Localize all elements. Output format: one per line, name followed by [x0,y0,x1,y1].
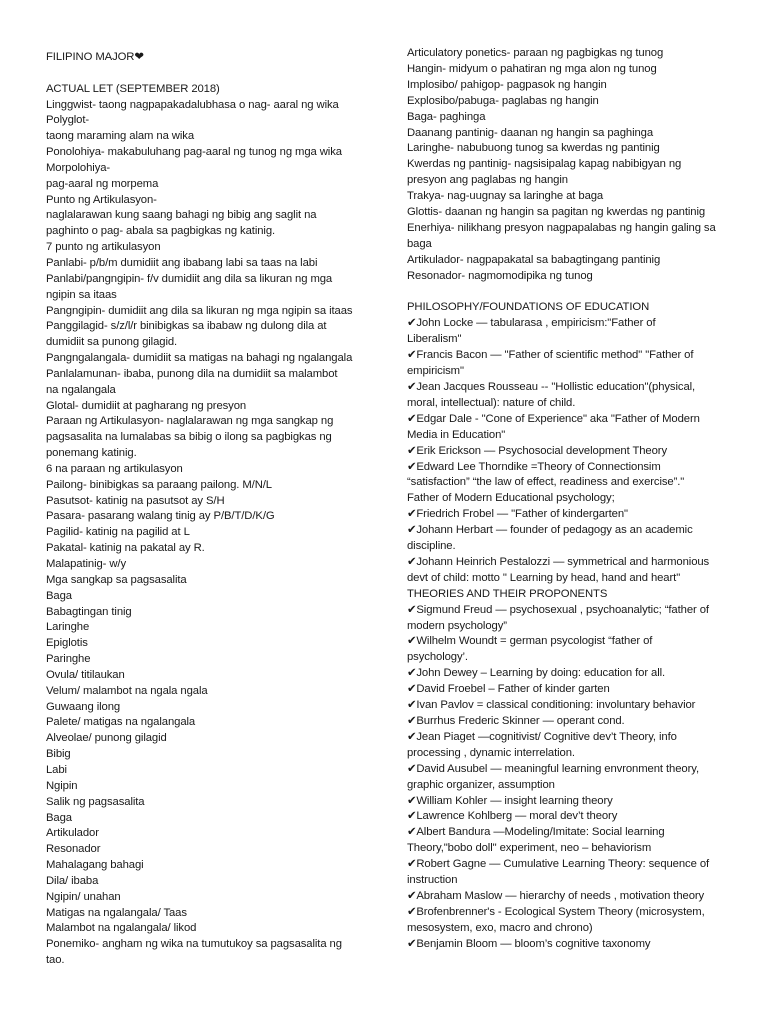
text-line: ✔Jean Piaget —cognitivist/ Cognitive dev’t Theory, info [407,730,677,743]
text-line: Ponemiko- angham ng wika na tumutukoy sa pagsasalita ng [46,938,342,951]
text-line: Implosibo/ pahigop- pagpasok ng hangin [407,78,607,91]
text-line: ✔Wilhelm Woundt = german psycologist “father of [407,635,653,648]
right-lines-education [407,300,725,952]
text-line: Alveolae/ punong gilagid [46,732,167,745]
text-line: Baga- paghinga [407,110,486,123]
text-line: Daanang pantinig- daanan ng hangin sa paghinga [407,126,654,139]
text-line: discipline. [407,540,456,553]
text-line: Epiglotis [46,637,88,650]
text-line: ✔David Ausubel — meaningful learning envronment theory, [407,762,699,775]
right-lines-phonetics [407,46,725,285]
text-line: ✔William Kohler — insight learning theory [407,794,613,807]
text-line: ✔Burrhus Frederic Skinner — operant cond. [407,715,625,727]
text-line: Baga [46,811,72,824]
text-line: ✔Ivan Pavlov = classical conditioning: involuntary behavior [407,699,696,712]
text-line: Media in Education" [407,428,506,441]
document-subheading: ACTUAL LET (SEPTEMBER 2018) [46,82,220,95]
text-line: Pagilid- katinig na pagilid at L [46,526,190,539]
text-line: Pasutsot- katinig na pasutsot ay S/H [46,494,225,507]
text-line: Panlalamunan- ibaba, punong dila na dumidiit sa malambot [46,367,338,380]
right-column [407,46,725,953]
text-line: ✔Abraham Maslow — hierarchy of needs , motivation theory [407,889,705,902]
text-line: Morpolohiya- [46,161,111,174]
text-line: ✔Johann Heinrich Pestalozzi — symmetrical and harmonious [407,555,710,568]
text-line: ✔Benjamin Bloom — bloom’s cognitive taxonomy [407,937,651,950]
text-line: Glotal- dumidiit at pagharang ng presyon [46,399,247,412]
text-line: Liberalism" [407,333,462,346]
text-line: psychology’. [407,651,468,664]
spacer [407,285,725,301]
text-line: Matigas na ngalangala/ Taas [46,906,187,919]
text-line: ✔Friedrich Frobel — "Father of kindergarten" [407,508,628,521]
text-line: Theory,"bobo doll" experiment, neo – behaviorism [407,842,652,855]
text-line: “satisfaction” “the law of effect, readiness and exercise”." [407,476,685,489]
text-line: ✔Robert Gagne — Cumulative Learning Theory: sequence of [407,858,710,871]
text-line: 7 punto ng artikulasyon [46,241,161,254]
text-line: instruction [407,874,458,887]
text-line: Paraan ng Artikulasyon- naglalarawan ng mga sangkap ng [46,415,334,428]
text-line: graphic organizer, assumption [407,778,555,791]
text-line: Palete/ matigas na ngalangala [46,716,196,729]
text-line: na ngalangala [46,383,116,396]
text-line: ✔Brofenbrenner's - Ecological System Theory (microsystem, [407,905,705,918]
text-line: THEORIES AND THEIR PROPONENTS [407,587,608,600]
text-line: Enerhiya- nilikhang presyon nagpapalabas ng hangin galing sa [407,221,716,234]
text-line: presyon ang paglabas ng hangin [407,174,568,187]
text-line: modern psychology” [407,619,507,632]
document-heading: FILIPINO MAJOR❤ [46,51,144,63]
text-line: Linggwist- taong nagpapakadalubhasa o nag- aaral ng wika [46,98,339,111]
text-line: Babagtingan tinig [46,605,132,618]
text-line: Paringhe [46,653,91,666]
text-line: ngipin sa itaas [46,288,117,301]
text-line: ✔David Froebel – Father of kinder garten [407,683,610,696]
text-line: ✔Edward Lee Thorndike =Theory of Connectionsim [407,460,661,473]
text-line: Pailong- binibigkas sa paraang pailong. M/N/L [46,478,272,491]
text-line: Panggilagid- s/z/l/r binibigkas sa ibabaw ng dulong dila at [46,320,327,333]
text-line: Artikulador- nagpapakatal sa babagtingang pantinig [407,253,661,266]
text-line: Labi [46,763,67,776]
text-line: Articulatory ponetics- paraan ng pagbigkas ng tunog [407,47,664,59]
text-line: Explosibo/pabuga- paglabas ng hangin [407,94,599,107]
text-line: Guwaang ilong [46,700,121,713]
text-line: Velum/ malambot na ngala ngala [46,684,208,697]
text-line: tao. [46,954,65,967]
text-line: Resonador- nagmomodipika ng tunog [407,269,593,282]
text-line: Ngipin [46,779,78,792]
text-line: paghinto o pag- abala sa pagbigkas ng katinig. [46,225,276,238]
text-line: Mga sangkap sa pagsasalita [46,573,187,586]
text-line: Malapatinig- w/y [46,558,127,570]
text-line: Kwerdas ng pantinig- nagsisipalag kapag nabibigyan ng [407,158,682,171]
text-line: ✔Sigmund Freud — psychosexual , psychoanalytic; “father of [407,603,709,616]
text-line: taong maraming alam na wika [46,130,194,143]
text-line: Pasara- pasarang walang tinig ay P/B/T/D/K/G [46,510,275,523]
text-line: Ovula/ titilaukan [46,668,125,681]
text-line: Dila/ ibaba [46,874,99,887]
text-line: Panlabi- p/b/m dumidiit ang ibabang labi sa taas na labi [46,256,318,269]
text-line: Resonador [46,843,101,856]
text-line: empiricism" [407,365,464,378]
text-line: Pangngalangala- dumidiit sa matigas na bahagi ng ngalangala [46,352,353,365]
text-line: ✔Lawrence Kohlberg — moral dev’t theory [407,810,618,823]
text-line: Laringhe [46,621,90,634]
text-line: ✔Jean Jacques Rousseau -- "Hollistic education"(physical, [407,380,696,393]
text-line: devt of child: motto " Learning by head, hand and heart" [407,571,681,584]
text-line: Malambot na ngalangala/ likod [46,922,197,935]
text-line: Ponolohiya- makabuluhang pag-aaral ng tunog ng mga wika [46,146,342,159]
text-line: naglalarawan kung saang bahagi ng bibig ang saglit na [46,209,317,222]
text-line: ✔John Dewey – Learning by doing: education for all. [407,667,666,680]
text-line: ✔Francis Bacon — "Father of scientific method" "Father of [407,349,694,362]
left-column [46,50,368,969]
text-line: Trakya- nag-uugnay sa laringhe at baga [407,190,604,203]
text-line: Bibig [46,748,71,761]
text-line: ✔Edgar Dale - "Cone of Experience" aka "Father of Modern [407,412,700,425]
text-line: Artikulador [46,827,99,840]
text-line: pag-aaral ng morpema [46,177,159,190]
text-line: Pangngipin- dumidiit ang dila sa likuran ng mga ngipin sa itaas [46,304,353,317]
text-line: Mahalagang bahagi [46,859,144,872]
text-line: Ngipin/ unahan [46,890,121,903]
text-line: Father of Modern Educational psychology; [407,492,615,505]
text-line: dumidiit sa punong gilagid. [46,336,178,349]
text-line: ponemang katinig. [46,447,137,460]
text-line: PHILOSOPHY/FOUNDATIONS OF EDUCATION [407,301,650,314]
left-lines [46,98,368,969]
text-line: baga [407,237,432,250]
text-line: moral, intellectual): nature of child. [407,396,576,409]
text-line: Polyglot- [46,114,90,127]
text-line: Punto ng Artikulasyon- [46,193,157,206]
text-line: 6 na paraan ng artikulasyon [46,462,183,475]
text-line: Salik ng pagsasalita [46,795,145,808]
text-line: Baga [46,589,72,602]
text-line: Laringhe- nabubuong tunog sa kwerdas ng pantinig [407,142,660,155]
text-line: ✔John Locke — tabularasa , empiricism:"Father of [407,317,656,330]
text-line: processing , dynamic interrelation. [407,746,575,759]
text-line: ✔Johann Herbart — founder of pedagogy as an academic [407,524,693,537]
text-line: Glottis- daanan ng hangin sa pagitan ng kwerdas ng pantinig [407,206,706,219]
spacer [46,66,368,82]
text-line: Hangin- midyum o pahatiran ng mga alon ng tunog [407,62,657,75]
text-line: ✔Erik Erickson — Psychosocial development Theory [407,444,667,457]
text-line: Pakatal- katinig na pakatal ay R. [46,542,205,555]
text-line: mesosystem, exo, macro and chrono) [407,921,593,934]
text-line: Panlabi/pangngipin- f/v dumidiit ang dila sa likuran ng mga [46,272,333,285]
text-line: pagsasalita na lumalabas sa bibig o ilong sa pagbigkas ng [46,431,332,444]
text-line: ✔Albert Bandura —Modeling/Imitate: Social learning [407,826,665,839]
